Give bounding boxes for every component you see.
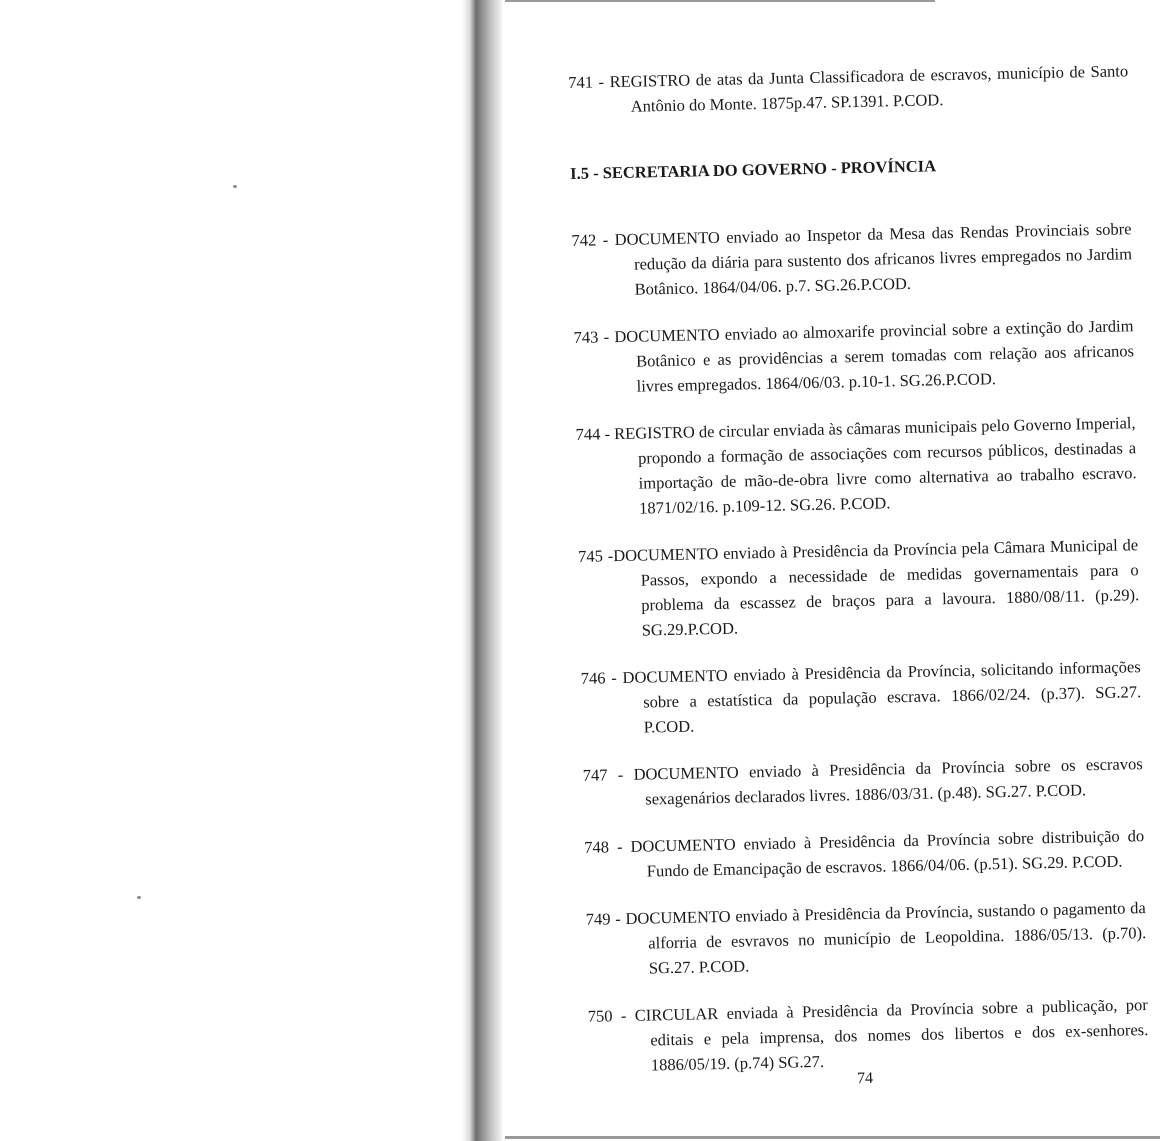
entry-750: 750 - CIRCULAR enviada à Presidência da Província sobre a publicação, por editais e pela imprensa, dos nomes dos libertos e dos ex-senhores. 1886/05/19. (p.74) SG.27. — [587, 995, 1149, 1075]
entry-744: 744 - REGISTRO de circular enviada às câmaras municipais pelo Governo Imperial, propondo a formação de associações com recursos públicos, destinadas a importação de mão-de-obra livre como alternativa ao trabalho escravo. 1871/02/16. p.109-12. SG.26. P.COD. — [575, 413, 1137, 518]
entry-743: 743 - DOCUMENTO enviado ao almoxarife provincial sobre a extinção do Jardim Botânico e as providências a serem tomadas com relação aos africanos livres empregados. 1864/06/03. p.10-1. SG.26.P.COD. — [573, 316, 1135, 396]
entry-741: 741 - REGISTRO de atas da Junta Classificadora de escravos, município de Santo Antônio do Monte. 1875p.47. SP.1391. P.COD. — [568, 61, 1129, 116]
entry-742: 742 - DOCUMENTO enviado ao Inspetor da Mesa das Rendas Provinciais sobre redução da diária para sustento dos africanos livres empregados no Jardim Botânico. 1864/04/06. p.7. SG.26.P.COD. — [571, 219, 1133, 299]
entry-749: 749 - DOCUMENTO enviado à Presidência da Província, sustando o pagamento da alforria de esvravos no município de Leopoldina. 1886/05/13. (p.70). SG.27. P.COD. — [585, 898, 1147, 978]
page-number: 74 — [856, 1069, 874, 1088]
book-gutter — [462, 0, 502, 1141]
entry-748: 748 - DOCUMENTO enviado à Presidência da Província sobre distribuição do Fundo de Emancipação de escravos. 1866/04/06. (p.51). SG.29. P.COD. — [584, 826, 1145, 881]
document-page — [568, 58, 1149, 1101]
scan-speck — [137, 896, 141, 899]
page-edge-top — [505, 0, 935, 2]
entry-745: 745 -DOCUMENTO enviado à Presidência da Província pela Câmara Municipal de Passos, expondo a necessidade de medidas governamentais para o problema da escassez de braços para a lavoura. 1880/08/11. (p.29). SG.29.P.COD. — [577, 535, 1140, 640]
entry-747: 747 - DOCUMENTO enviado à Presidência da Província sobre os escravos sexagenários declarados livres. 1886/03/31. (p.48). SG.27. P.COD. — [582, 754, 1143, 809]
page-edge-bottom — [505, 1136, 1160, 1139]
scan-speck — [233, 185, 237, 188]
entry-746: 746 - DOCUMENTO enviado à Presidência da Província, solicitando informações sobre a estatística da população escrava. 1866/02/24. (p.37). SG.27. P.COD. — [580, 657, 1142, 737]
section-title: I.5 - SECRETARIA DO GOVERNO - PROVÍNCIA — [569, 156, 937, 183]
